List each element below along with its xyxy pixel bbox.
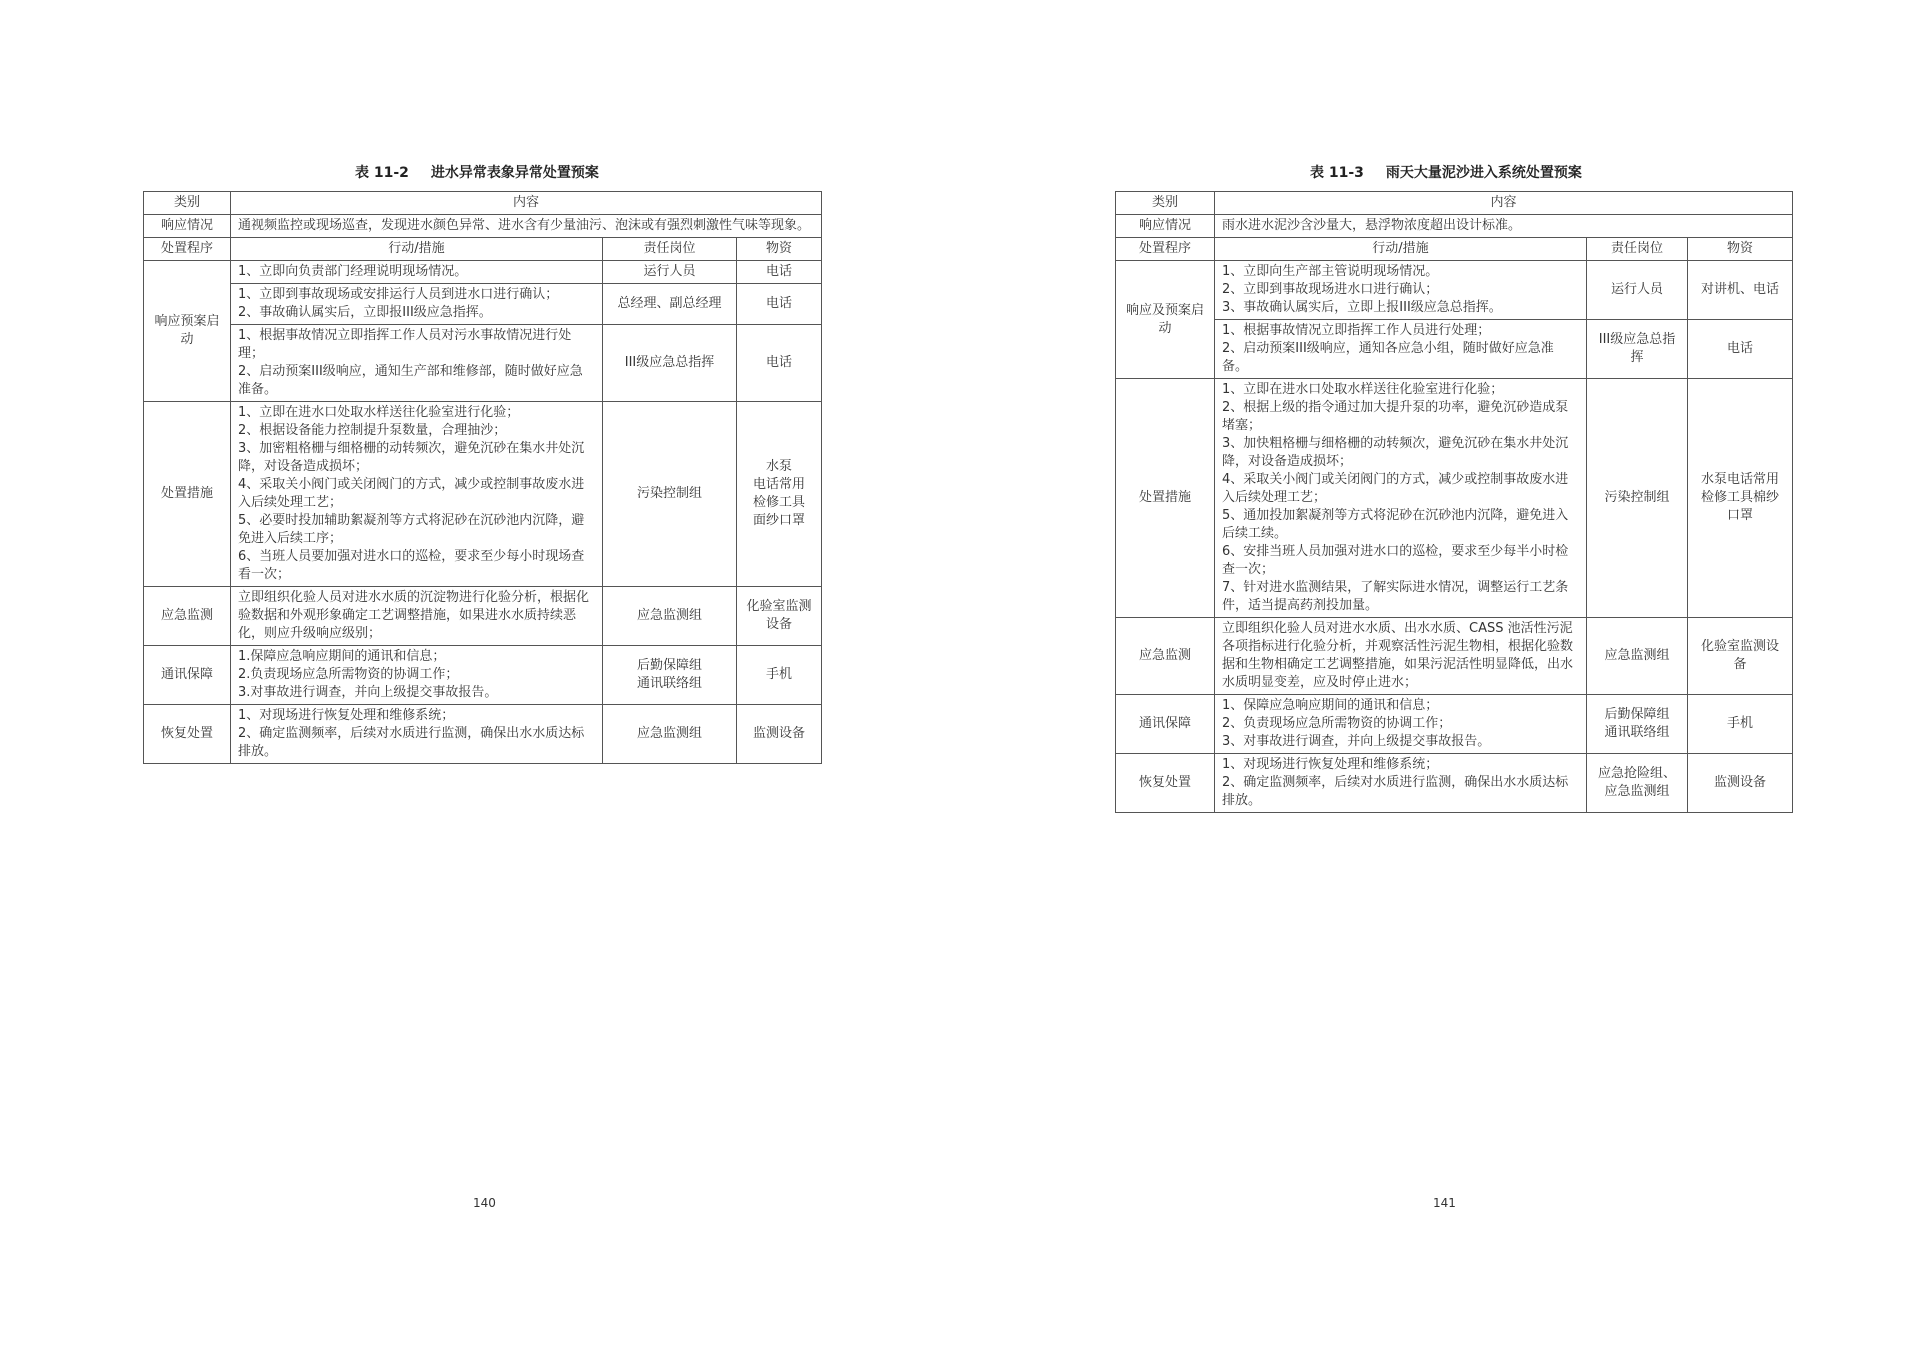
- action-cell: [1215, 261, 1587, 320]
- responsible-cell: [603, 646, 737, 705]
- table-row: [1116, 379, 1793, 618]
- plan-table: [143, 191, 822, 764]
- material-line: 检修工具: [752, 495, 805, 510]
- col-action: 行动/措施: [1215, 238, 1587, 261]
- action-line: 3、加密粗格栅与细格栅的动转频次，避免沉砂在集水井处沉降，对设备造成损坏；: [238, 441, 585, 474]
- table-header-row: [144, 192, 822, 215]
- action-line: 堵塞；: [1222, 418, 1262, 433]
- col-material: 物资: [1688, 238, 1793, 261]
- table-title: [355, 162, 599, 182]
- material-cell: 电话: [737, 284, 822, 325]
- material-cell: 化验室监测设备: [737, 587, 822, 646]
- page-number: 141: [1433, 1196, 1456, 1210]
- action-line: 2、事故确认属实后，立即报III级应急指挥。: [238, 305, 492, 320]
- response-text: 雨水进水泥沙含沙量大，悬浮物浓度超出设计标准。: [1215, 215, 1793, 238]
- responsible-cell: III级应急总指挥: [603, 325, 737, 402]
- group-recover: 恢复处置: [144, 705, 231, 764]
- table-row: [144, 261, 822, 284]
- page-number: 140: [473, 1196, 496, 1210]
- action-line: 1、根据事故情况立即指挥工作人员对污水事故情况进行处理；: [238, 328, 572, 361]
- action-line: 3、事故确认属实后，立即上报III级应急总指挥。: [1222, 300, 1502, 315]
- material-cell: 手机: [1688, 695, 1793, 754]
- material-line: 水泵: [765, 459, 792, 474]
- right-page: [960, 0, 1920, 1358]
- action-line: 1、立即在进水口处取水样送往化验室进行化验；: [238, 405, 520, 420]
- action-line: 1、对现场进行恢复处理和维修系统；: [238, 708, 455, 723]
- responsible-cell: 应急监测组: [1587, 618, 1688, 695]
- table-row: [144, 587, 822, 646]
- action-cell: 1、立即向负责部门经理说明现场情况。: [231, 261, 603, 284]
- table-caption: 进水异常表象异常处置预案: [430, 165, 599, 181]
- action-line: 2、立即到事故现场进水口进行确认；: [1222, 282, 1439, 297]
- action-cell: 立即组织化验人员对进水水质、出水水质、CASS 池活性污泥各项指标进行化验分析，并观察活性污泥生物相，根据化验数据和生物相确定工艺调整措施，如果污泥活性明显降低，出水水质明显变差，应及时停止进水；: [1215, 618, 1587, 695]
- action-line: 4、采取关小阀门或关闭阀门的方式，减少或控制事故废水进入后续处理工艺；: [1222, 472, 1569, 505]
- responsible-line: 后勤保障组: [636, 658, 702, 673]
- material-cell: 手机: [737, 646, 822, 705]
- group-start: 响应及预案启动: [1116, 261, 1215, 379]
- action-line: 6、安排当班人员加强对进水口的巡检，要求至少每半小时检查一次；: [1222, 544, 1569, 577]
- table-row: [1116, 261, 1793, 320]
- responsible-cell: 运行人员: [1587, 261, 1688, 320]
- action-line: 3.对事故进行调查，并向上级提交事故报告。: [238, 685, 498, 700]
- action-line: 2、启动预案III级响应，通知各应急小组，随时做好应急准备。: [1222, 341, 1554, 374]
- responsible-cell: 运行人员: [603, 261, 737, 284]
- plan-table: [1115, 191, 1793, 813]
- col-procedure: 处置程序: [1116, 238, 1215, 261]
- material-line: 电话常用: [752, 477, 805, 492]
- table-title: [1310, 162, 1582, 182]
- group-measures: 处置措施: [144, 402, 231, 587]
- header-category: 类别: [144, 192, 231, 215]
- action-line: 1、对现场进行恢复处理和维修系统；: [1222, 757, 1439, 772]
- responsible-cell: 应急监测组: [603, 587, 737, 646]
- action-line: 5、必要时投加辅助絮凝剂等方式将泥砂在沉砂池内沉降，避免进入后续工序；: [238, 513, 585, 546]
- column-header-row: [1116, 238, 1793, 261]
- header-category: 类别: [1116, 192, 1215, 215]
- group-comm: 通讯保障: [144, 646, 231, 705]
- col-action: 行动/措施: [231, 238, 603, 261]
- response-label: 响应情况: [144, 215, 231, 238]
- header-content: 内容: [231, 192, 822, 215]
- table-row: [144, 402, 822, 587]
- response-row: [1116, 215, 1793, 238]
- responsible-cell: 总经理、副总经理: [603, 284, 737, 325]
- action-cell: [1215, 754, 1587, 813]
- table-row: [1116, 618, 1793, 695]
- col-material: 物资: [737, 238, 822, 261]
- action-line: 2、根据设备能力控制提升泵数量，合理抽沙；: [238, 423, 507, 438]
- action-line: 1、保障应急响应期间的通讯和信息；: [1222, 698, 1439, 713]
- responsible-cell: [1587, 695, 1688, 754]
- response-row: [144, 215, 822, 238]
- table-header-row: [1116, 192, 1793, 215]
- table-caption: 雨天大量泥沙进入系统处置预案: [1385, 165, 1582, 181]
- material-cell: 电话: [737, 261, 822, 284]
- action-line: 2.负责现场应急所需物资的协调工作；: [238, 667, 459, 682]
- material-cell: 水泵电话常用检修工具棉纱口罩: [1688, 379, 1793, 618]
- material-cell: 对讲机、电话: [1688, 261, 1793, 320]
- table-row: [1116, 754, 1793, 813]
- response-text: 通视频监控或现场巡查，发现进水颜色异常、进水含有少量油污、泡沫或有强烈刺激性气味等现象。: [231, 215, 822, 238]
- material-cell: 监测设备: [1688, 754, 1793, 813]
- responsible-line: 应急抢险组、: [1597, 766, 1676, 781]
- action-line: 1、根据事故情况立即指挥工作人员进行处理；: [1222, 323, 1491, 338]
- group-monitor: 应急监测: [1116, 618, 1215, 695]
- action-cell: [1215, 320, 1587, 379]
- responsible-line: 应急监测组: [1604, 784, 1670, 799]
- col-responsible: 责任岗位: [1587, 238, 1688, 261]
- group-measures: 处置措施: [1116, 379, 1215, 618]
- responsible-line: 通讯联络组: [636, 676, 702, 691]
- table-row: [144, 284, 822, 325]
- response-label: 响应情况: [1116, 215, 1215, 238]
- action-line: 3、对事故进行调查，并向上级提交事故报告。: [1222, 734, 1491, 749]
- header-content: 内容: [1215, 192, 1793, 215]
- table-row: [1116, 695, 1793, 754]
- action-cell: [1215, 379, 1587, 618]
- table-row: [144, 325, 822, 402]
- responsible-cell: III级应急总指挥: [1587, 320, 1688, 379]
- responsible-cell: [1587, 754, 1688, 813]
- action-cell: [231, 325, 603, 402]
- table-row: [144, 646, 822, 705]
- action-line: 1、立即到事故现场或安排运行人员到进水口进行确认；: [238, 287, 559, 302]
- table-row: [1116, 320, 1793, 379]
- responsible-line: 后勤保障组: [1604, 707, 1670, 722]
- material-cell: 监测设备: [737, 705, 822, 764]
- action-line: 4、采取关小阀门或关闭阀门的方式，减少或控制事故废水进入后续处理工艺；: [238, 477, 585, 510]
- action-line: 1.保障应急响应期间的通讯和信息；: [238, 649, 446, 664]
- responsible-cell: 污染控制组: [1587, 379, 1688, 618]
- action-cell: [1215, 695, 1587, 754]
- action-line: 5、通加投加絮凝剂等方式将泥砂在沉砂池内沉降，避免进入后续工续。: [1222, 508, 1569, 541]
- responsible-cell: 污染控制组: [603, 402, 737, 587]
- action-line: 2、负责现场应急所需物资的协调工作；: [1222, 716, 1452, 731]
- action-line: 2、确定监测频率，后续对水质进行监测，确保出水水质达标排放。: [1222, 775, 1569, 808]
- action-cell: 立即组织化验人员对进水水质的沉淀物进行化验分析，根据化验数据和外观形象确定工艺调整措施，如果进水水质持续恶化，则应升级响应级别；: [231, 587, 603, 646]
- table-number: 表 11-2: [355, 165, 409, 181]
- action-line: 7、针对进水监测结果，了解实际进水情况，调整运行工艺条件，适当提高药剂投加量。: [1222, 580, 1569, 613]
- material-line: 面纱口罩: [752, 513, 805, 528]
- action-cell: [231, 646, 603, 705]
- action-cell: [231, 705, 603, 764]
- col-procedure: 处置程序: [144, 238, 231, 261]
- group-start: 响应预案启动: [144, 261, 231, 402]
- table-row: [144, 705, 822, 764]
- action-cell: [231, 284, 603, 325]
- action-line: 2、启动预案III级响应，通知生产部和维修部，随时做好应急准备。: [238, 364, 583, 397]
- group-comm: 通讯保障: [1116, 695, 1215, 754]
- material-cell: 化验室监测设备: [1688, 618, 1793, 695]
- responsible-line: 通讯联络组: [1604, 725, 1670, 740]
- group-monitor: 应急监测: [144, 587, 231, 646]
- action-line: 1、立即向生产部主管说明现场情况。: [1222, 264, 1439, 279]
- action-line: 2、根据上级的指令通过加大提升泵的功率，避免沉砂造成泵: [1222, 400, 1569, 415]
- material-cell: 电话: [1688, 320, 1793, 379]
- material-cell: 电话: [737, 325, 822, 402]
- column-header-row: [144, 238, 822, 261]
- action-line: 3、加快粗格栅与细格栅的动转频次，避免沉砂在集水井处沉降，对设备造成损坏；: [1222, 436, 1569, 469]
- action-line: 6、当班人员要加强对进水口的巡检，要求至少每小时现场查看一次；: [238, 549, 585, 582]
- group-recover: 恢复处置: [1116, 754, 1215, 813]
- action-cell: [231, 402, 603, 587]
- responsible-cell: 应急监测组: [603, 705, 737, 764]
- table-number: 表 11-3: [1310, 165, 1364, 181]
- action-line: 1、立即在进水口处取水样送往化验室进行化验；: [1222, 382, 1504, 397]
- action-line: 2、确定监测频率，后续对水质进行监测，确保出水水质达标排放。: [238, 726, 585, 759]
- material-cell: [737, 402, 822, 587]
- col-responsible: 责任岗位: [603, 238, 737, 261]
